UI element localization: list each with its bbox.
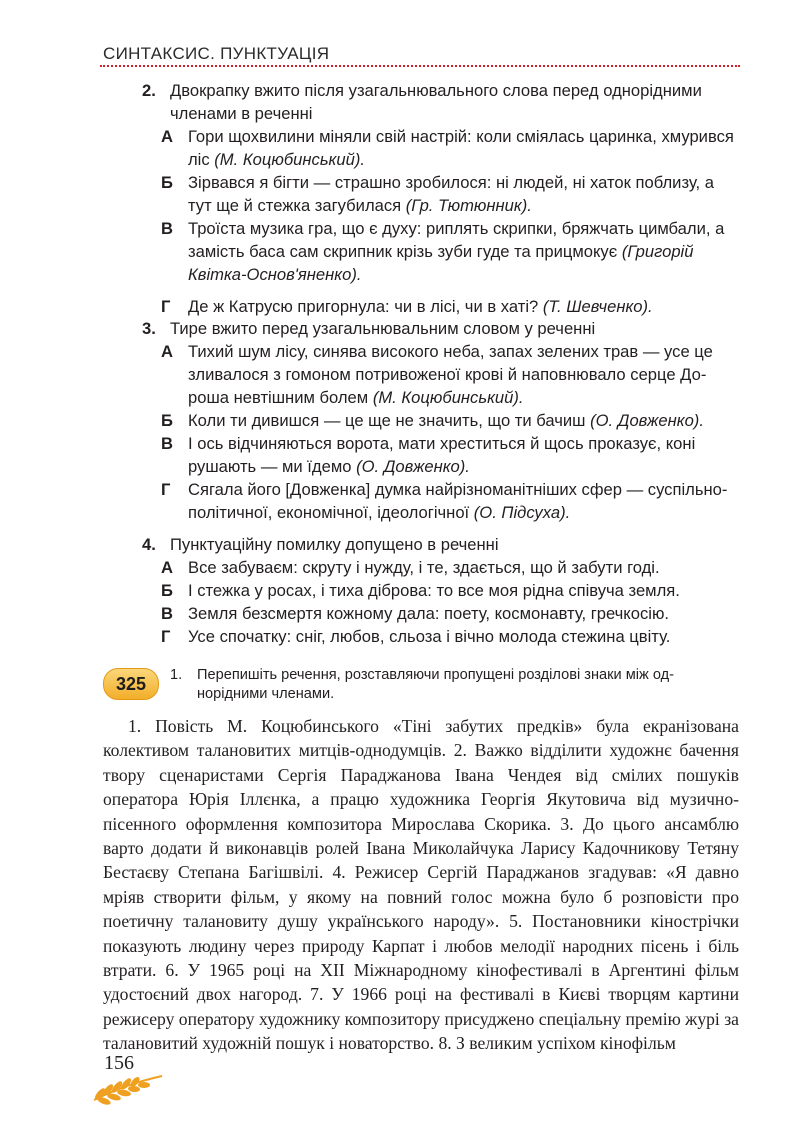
laurel-ornament-icon (86, 1070, 166, 1106)
question-number: 4. (142, 535, 156, 554)
exercise-task (170, 666, 735, 704)
question-number: 3. (142, 319, 156, 338)
answer-option: А Все забуваєм: скруту і нужду, і те, здається, що й забути годі. (161, 558, 660, 577)
question-block (142, 533, 735, 648)
answer-option: А Гори щохвилини міняли свій настрій: коли сміялась царинка, хмурився ліс (М. Коцюбинський). (161, 127, 734, 169)
answer-option: Г Сягала його [Довженка] думка найрізноманітніших сфер — суспільно-політичної, економічної, ідеологічної (О. Підсуха). (161, 480, 728, 522)
answer-option: В І ось відчиняються ворота, мати хреститься й щось проказує, коні рушають — ми їдемо (О. Довженко). (161, 434, 696, 476)
question-text: Тире вжито перед узагальнювальним словом у реченні (170, 319, 596, 338)
page-number: 156 (104, 1052, 134, 1074)
answer-option: Б І стежка у росах, і тиха діброва: то все моя рідна співуча земля. (161, 581, 680, 600)
header-rule (100, 65, 740, 67)
exercise-number-badge: 325 (103, 668, 159, 700)
answer-option: А Тихий шум лісу, синява високого неба, запах зелених трав — усе це зливалося з гомоном потривоженої крові й наповнювало серце Дороша невтішним болем (М. Коцюбинський). (161, 342, 713, 407)
question-text: Двокрапку вжито після узагальнювального слова перед однорідними членами в реченні (170, 81, 702, 123)
answer-option: Б Зірвався я бігти — страшно зробилося: ні людей, ні хаток поблизу, а тут ще й стежка загубилася (Гр. Тютюнник). (161, 173, 714, 215)
answer-option: Б Коли ти дивишся — це ще не значить, що ти бачиш (О. Довженко). (161, 411, 704, 430)
question-block (142, 317, 735, 524)
answer-option: В Земля безсмертя кожному дала: поету, космонавту, гречкосію. (161, 604, 670, 623)
question-number: 2. (142, 81, 156, 100)
question-text: Пунктуаційну помилку допущено в реченні (170, 535, 499, 554)
answer-option: Г Усе спочатку: сніг, любов, сльоза і вічно молода стежина цвіту. (161, 627, 671, 646)
task-number: 1. (170, 667, 183, 683)
running-header: СИНТАКСИС. ПУНКТУАЦІЯ (103, 44, 330, 63)
task-text: Перепишіть речення, розставляючи пропущені розділові знаки між однорідними членами. (197, 667, 675, 702)
question-block (142, 79, 735, 318)
exercise-text: 1. Повість М. Коцюбинського «Тіні забутих предків» була екранізована колективом талановитих митців-однодумців. 2. Важко відділити художнє бачення твору сценаристами Сергія Параджанова Івана Чендея від смілих пошуків оператора Юрія Іллєнка, а працю художника Георгія Якутовича від музично-пісенного оформлення композитора Мирослава Скорика. 3. До цього ансамблю варто додати й виконавців ролей Івана Миколайчука Ларису Кадочникову Тетяну Бестаєву Степана Багішвілі. 4. Режисер Сергій Параджанов згадував: «Я давно мріяв створити фільм, у якому на повний голос можна було б розповісти про поетичну талановиту душу українського народу». 5. Постановники кінострічки показують людину через природу Карпат і любов мелодії народних пісень і біль втрати. 6. У 1965 році на XII Міжнародному кінофестивалі в Аргентині фільм удостоєний двох нагород. 7. У 1966 році на фестивалі в Києві творцям картини режисеру оператору художнику композитору присуджено спеціальну премію журі за талановитий художній пошук і новаторство. 8. З великим успіхом кінофільм (103, 716, 739, 1054)
answer-option: Г Де ж Катрусю пригорнула: чи в лісі, чи в хаті? (Т. Шевченко). (161, 297, 653, 316)
answer-option: В Троїста музика гра, що є духу: риплять скрипки, бряжчать цимбали, а замість баса сам скрипник крізь зуби гуде та прицмокує (Григорій Квітка-Основ'яненко). (161, 219, 725, 284)
